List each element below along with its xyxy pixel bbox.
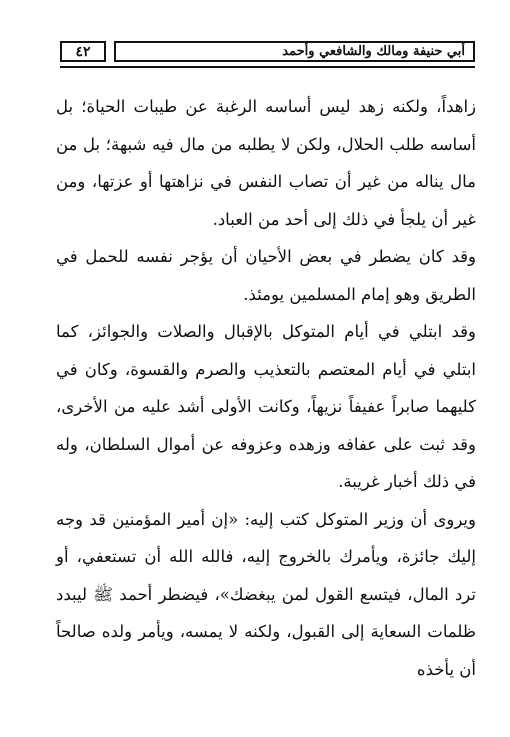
running-title-box [114, 41, 475, 62]
paragraph: وقد كان يضطر في بعض الأحيان أن يؤجر نفسه للحمل في الطريق وهو إمام المسلمين يومئذ. [56, 247, 476, 304]
paragraph: وقد ابتلي في أيام المتوكل بالإقبال والصلات والجوائز، كما ابتلي في أيام المعتصم بالتعذيب والصرم والقسوة، وكان في كليهما صابراً عفيفاً نزيهاً، وكانت الأولى أشد عليه من الأخرى، وقد ثبت على عفافه وزهده وعزوفه عن أموال السلطان، وله في ذلك أخبار غريبة. [56, 322, 476, 491]
running-title: أبي حنيفة ومالك والشافعي وأحمد [282, 44, 465, 59]
page-number-box [60, 41, 106, 62]
page-header [60, 41, 475, 63]
body-text [56, 88, 476, 688]
header-rule [60, 66, 475, 68]
paragraph: زاهداً، ولكنه زهد ليس أساسه الرغبة عن طيبات الحياة؛ بل أساسه طلب الحلال، ولكن لا يطلبه من مال فيه شبهة؛ بل من مال يناله من غير أن تصاب النفس في نزاهتها أو عزتها، ومن غير أن يلجأ في ذلك إلى أحد من العباد. [56, 97, 476, 229]
page-number: ٤٢ [75, 43, 91, 60]
paragraph: ويروى أن وزير المتوكل كتب إليه: «إن أمير المؤمنين قد وجه إليك جائزة، ويأمرك بالخروج إليه، فالله الله أن تستعفي، أو ترد المال، فيتسع القول لمن يبغضك»، فيضطر أحمد ﷺ ليبدد ظلمات السعاية إلى القبول، ولكنه لا يمسه، ويأمر ولده صالحاً أن يأخذه [56, 509, 476, 679]
